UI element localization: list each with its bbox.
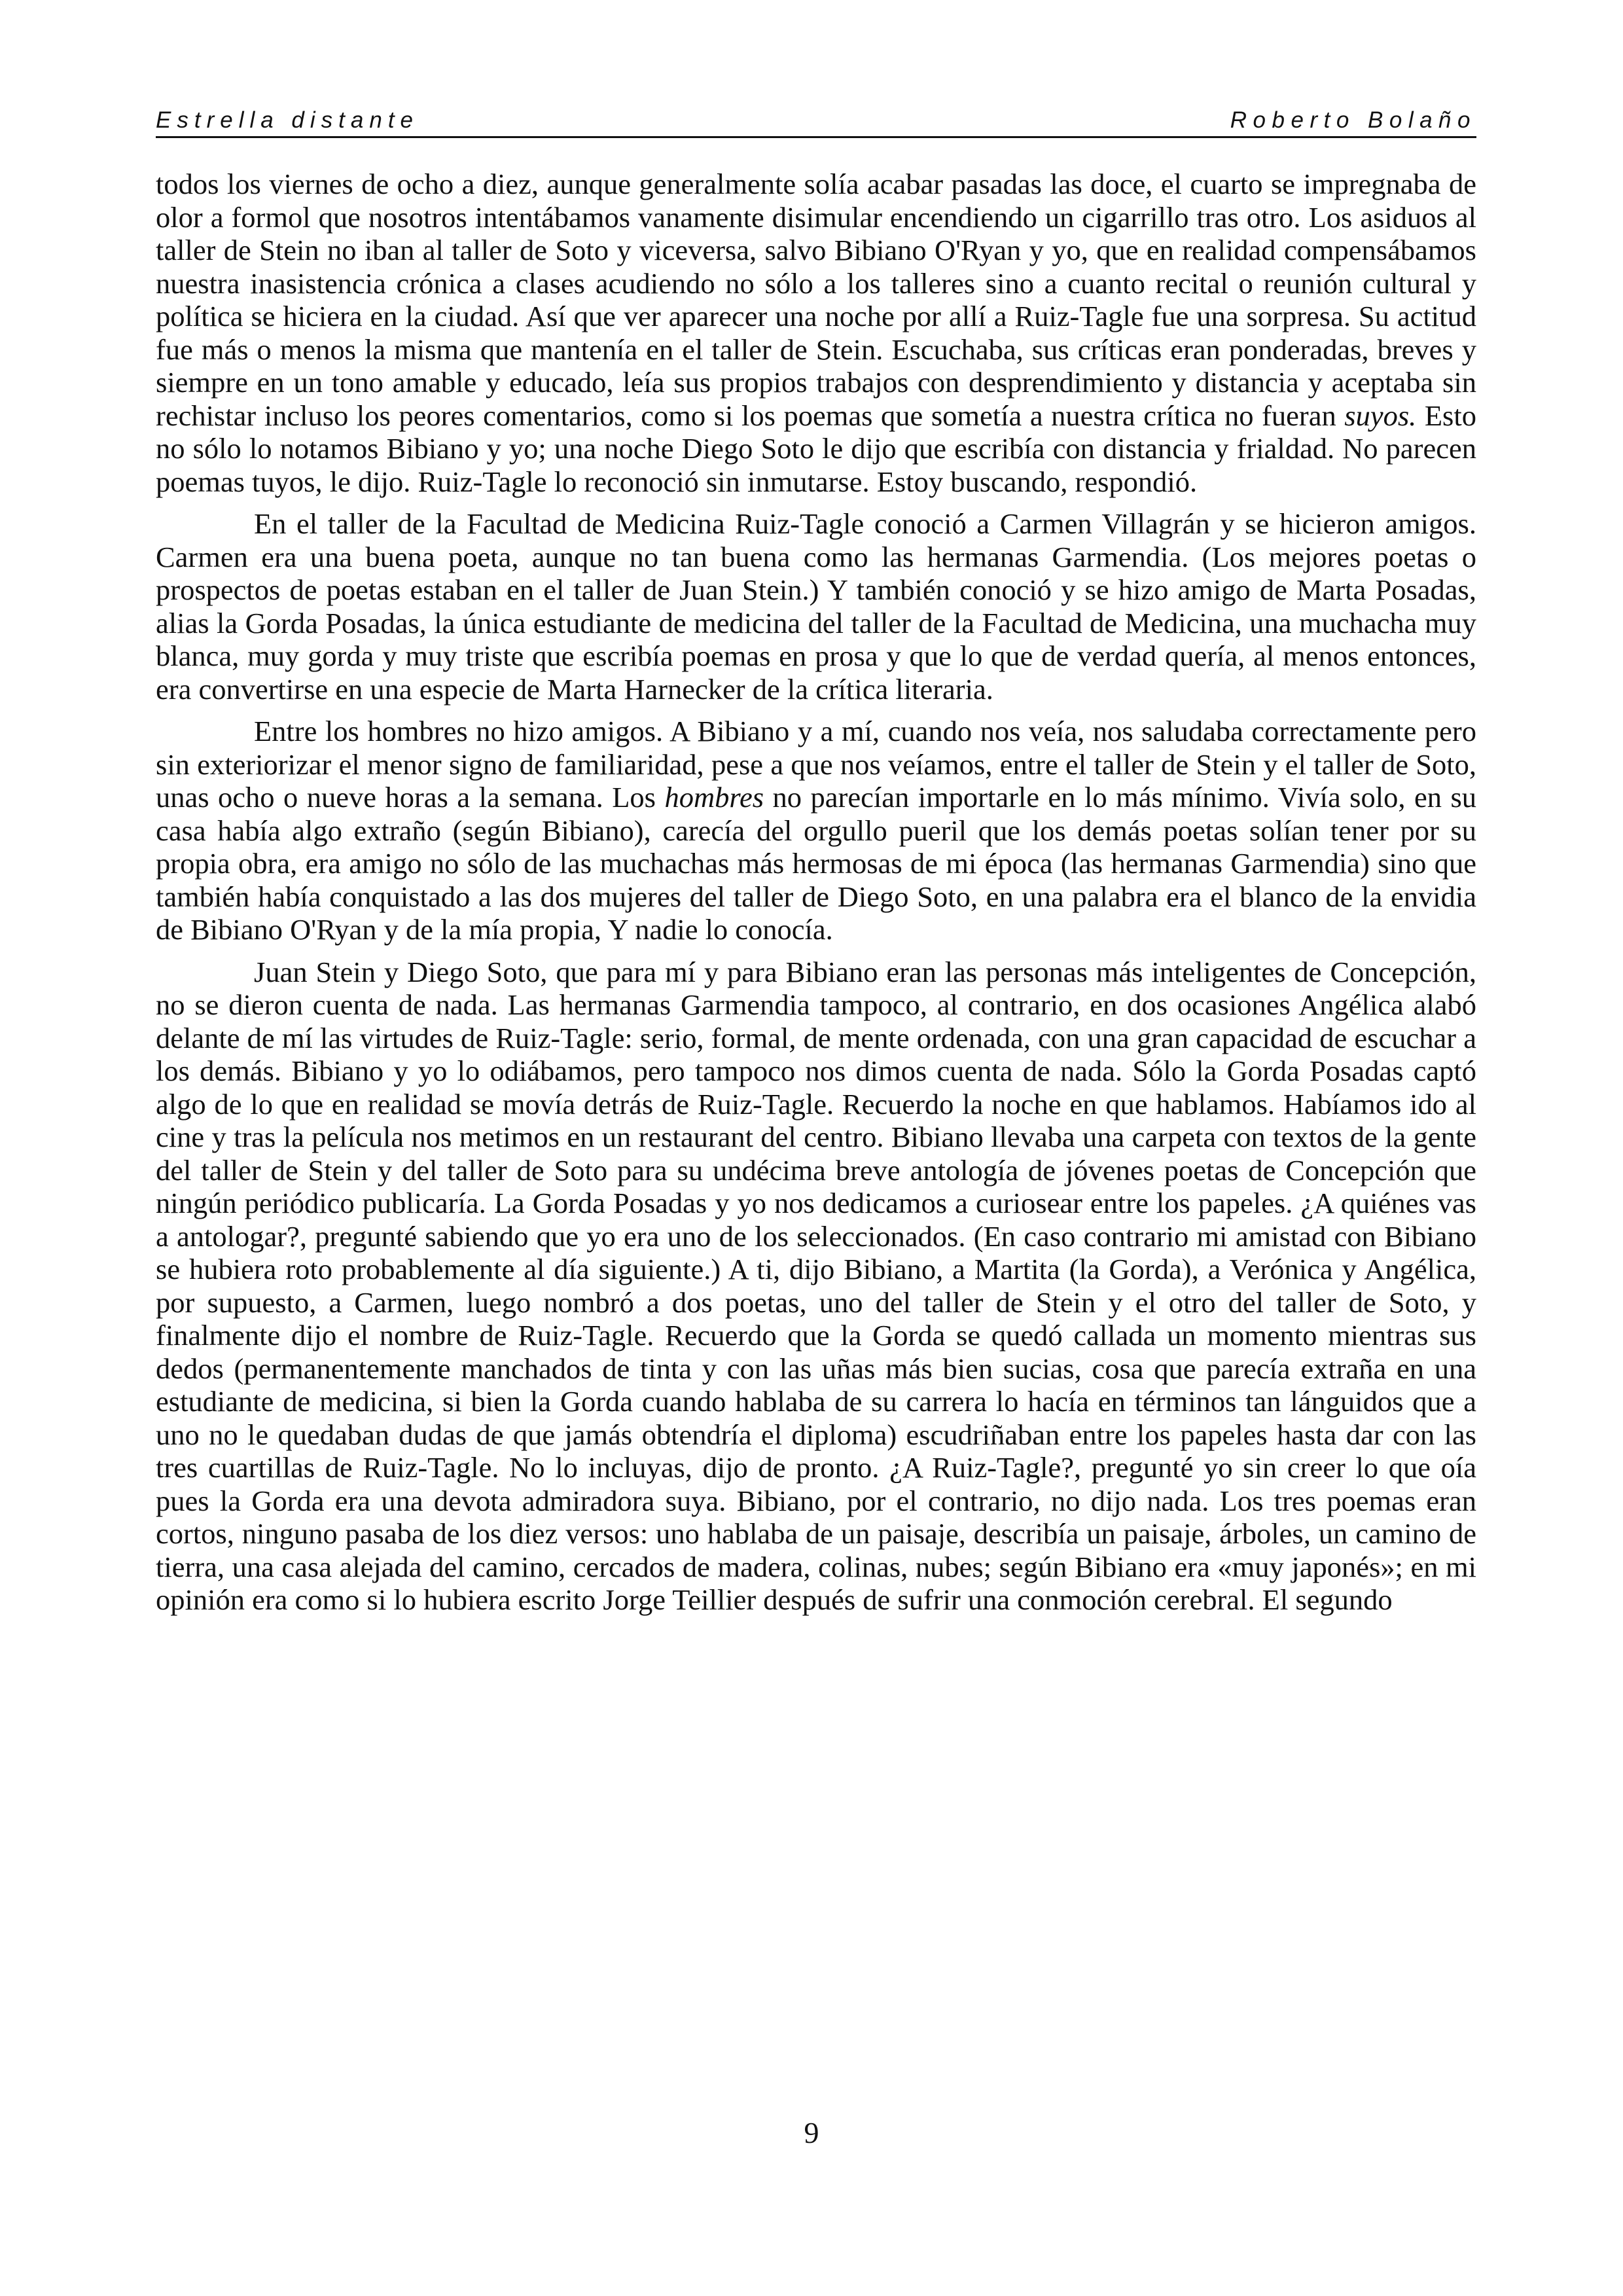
paragraph-3 bbox=[156, 715, 1476, 946]
paragraph-3-text-a: Entre los hombres no hizo amigos. A Bibiano y a mí, cuando nos veía, nos saludaba correctamente pero sin exteriorizar el menor signo de familiaridad, pese a que nos veíamos, entre el taller de Stein y el taller de Soto, unas ocho o nueve horas a la semana. Los bbox=[156, 715, 1476, 814]
paragraph-1-emphasis: suyos. bbox=[1344, 399, 1417, 432]
paragraph-2: En el taller de la Facultad de Medicina Ruiz-Tagle conoció a Carmen Villagrán y se hicieron amigos. Carmen era una buena poeta, aunque no tan buena como las hermanas Garmendia. (Los mejores poetas o prospectos de poetas estaban en el taller de Juan Stein.) Y también conoció y se hizo amigo de Marta Posadas, alias la Gorda Posadas, la única estudiante de medicina del taller de la Facultad de Medicina, una muchacha muy blanca, muy gorda y muy triste que escribía poemas en prosa y que lo que de verdad quería, al menos entonces, era convertirse en una especie de Marta Harnecker de la crítica literaria. bbox=[156, 507, 1476, 706]
paragraph-1 bbox=[156, 168, 1476, 498]
book-title: Estrella distante bbox=[156, 107, 419, 133]
paragraph-4: Juan Stein y Diego Soto, que para mí y para Bibiano eran las personas más inteligentes de Concepción, no se dieron cuenta de nada. Las hermanas Garmendia tampoco, al contrario, en dos ocasiones Angélica alabó delante de mí las virtudes de Ruiz-Tagle: serio, formal, de mente ordenada, con una gran capacidad de escuchar a los demás. Bibiano y yo lo odiábamos, pero tampoco nos dimos cuenta de nada. Sólo la Gorda Posadas captó algo de lo que en realidad se movía detrás de Ruiz-Tagle. Recuerdo la noche en que hablamos. Habíamos ido al cine y tras la película nos metimos en un restaurant del centro. Bibiano llevaba una carpeta con textos de la gente del taller de Stein y del taller de Soto para su undécima breve antología de jóvenes poetas de Concepción que ningún periódico publicaría. La Gorda Posadas y yo nos dedicamos a curiosear entre los papeles. ¿A quiénes vas a antologar?, pregunté sabiendo que yo era uno de los seleccionados. (En caso contrario mi amistad con Bibiano se hubiera roto probablemente al día siguiente.) A ti, dijo Bibiano, a Martita (la Gorda), a Verónica y Angélica, por supuesto, a Carmen, luego nombró a dos poetas, uno del taller de Stein y el otro del taller de Soto, y finalmente dijo el nombre de Ruiz-Tagle. Recuerdo que la Gorda se quedó callada un momento mientras sus dedos (permanentemente manchados de tinta y con las uñas más bien sucias, cosa que parecía extraña en una estudiante de medicina, si bien la Gorda cuando hablaba de su carrera lo hacía en términos tan lánguidos que a uno no le quedaban dudas de que jamás obtendría el diploma) escudriñaban entre los papeles hasta dar con las tres cuartillas de Ruiz-Tagle. No lo incluyas, dijo de pronto. ¿A Ruiz-Tagle?, pregunté yo sin creer lo que oía pues la Gorda era una devota admiradora suya. Bibiano, por el contrario, no dijo nada. Los tres poemas eran cortos, ninguno pasaba de los diez versos: uno hablaba de un paisaje, describía un paisaje, árboles, un camino de tierra, una casa alejada del camino, cercados de madera, colinas, nubes; según Bibiano era «muy japonés»; en mi opinión era como si lo hubiera escrito Jorge Teillier después de sufrir una conmoción cerebral. El segundo bbox=[156, 955, 1476, 1616]
page-number: 9 bbox=[804, 2116, 819, 2149]
paragraph-3-emphasis: hombres bbox=[664, 781, 764, 814]
paragraph-1-text-a: todos los viernes de ocho a diez, aunque generalmente solía acabar pasadas las doce, el cuarto se impregnaba de olor a formol que nosotros intentábamos vanamente disimular encendiendo un cigarrillo tras otro. Los asiduos al taller de Stein no iban al taller de Soto y viceversa, salvo Bibiano O'Ryan y yo, que en realidad compensábamos nuestra inasistencia crónica a clases acudiendo no sólo a los talleres sino a cuanto recital o reunión cultural y política se hiciera en la ciudad. Así que ver aparecer una noche por allí a Ruiz-Tagle fue una sorpresa. Su actitud fue más o menos la misma que mantenía en el taller de Stein. Escuchaba, sus críticas eran ponderadas, breves y siempre en un tono amable y educado, leía sus propios trabajos con desprendimiento y distancia y aceptaba sin rechistar incluso los peores comentarios, como si los poemas que sometía a nuestra crítica no fueran bbox=[156, 168, 1476, 432]
author-name: Roberto Bolaño bbox=[1230, 107, 1476, 133]
running-header bbox=[156, 105, 1476, 138]
paragraph-1-text-b: Esto no sólo lo notamos Bibiano y yo; una noche Diego Soto le dijo que escribía con distancia y frialdad. No parecen poemas tuyos, le dijo. Ruiz-Tagle lo reconoció sin inmutarse. Estoy buscando, respondió. bbox=[156, 399, 1476, 498]
paragraph-3-text-b: no parecían importarle en lo más mínimo. Vivía solo, en su casa había algo extraño (según Bibiano), carecía del orgullo pueril que los demás poetas solían tener por su propia obra, era amigo no sólo de las muchachas más hermosas de mi época (las hermanas Garmendia) sino que también había conquistado a las dos mujeres del taller de Diego Soto, en una palabra era el blanco de la envidia de Bibiano O'Ryan y de la mía propia, Y nadie lo conocía. bbox=[156, 781, 1477, 946]
body-text bbox=[156, 168, 1476, 1626]
